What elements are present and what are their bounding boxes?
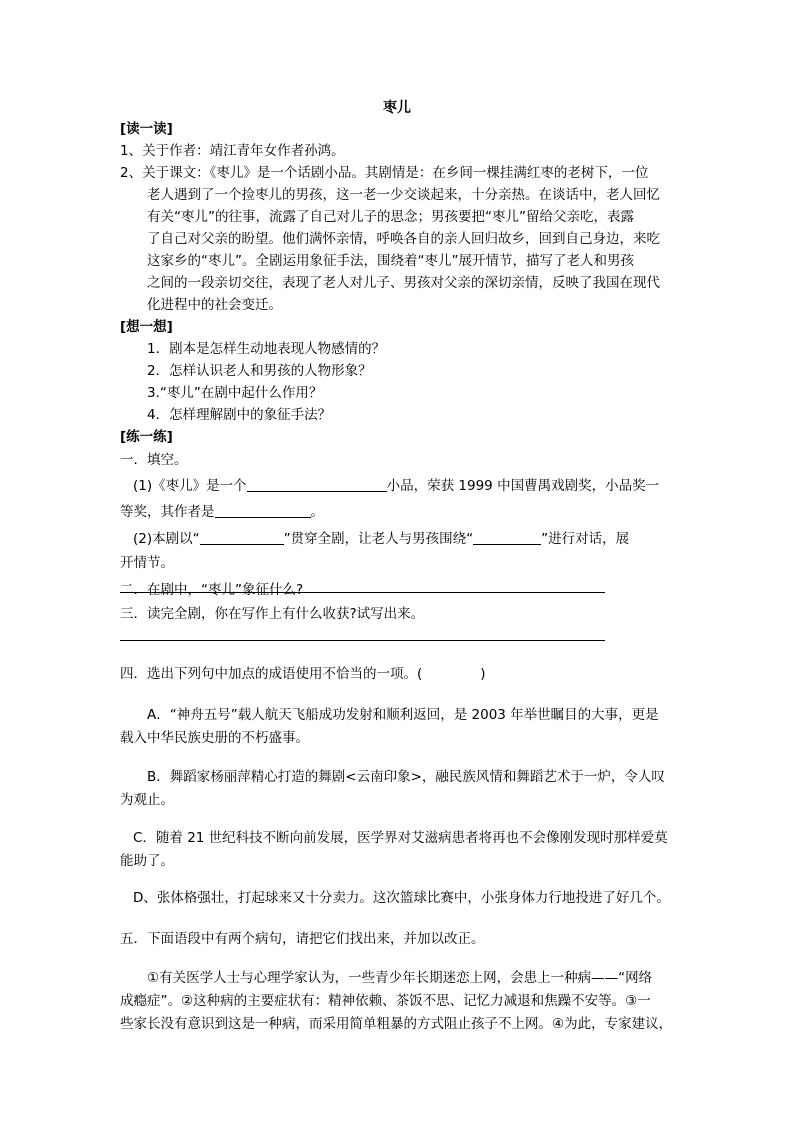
think-question: 2．怎样认识老人和男孩的人物形象？ [147,363,372,379]
fill-blank-text: 小品，荣获 1999 中国曹禺戏剧奖，小品奖一 [386,478,660,494]
read-item-2-line: 了自己对父亲的盼望。他们满怀亲情，呼唤各自的亲人回归故乡，回到自己身边，来吃 [147,231,660,247]
option-d: D、张体格强壮，打起球来又十分卖力。这次篮球比赛中，小张身体力行地投进了好几个。 [133,890,670,906]
read-item-2-line: 之间的一段亲切交往，表现了老人对儿子、男孩对父亲的深切亲情，反映了我国在现代 [147,275,660,291]
fill-blank-text: (2)本剧以“ [133,531,200,547]
question-4-text: 四．选出下列句中加点的成语使用不恰当的一项。( [120,666,423,682]
question-5-label: 五．下面语段中有两个病句，请把它们找出来，并加以改正。 [120,931,485,947]
fill-blank-sentence-2 [133,530,629,548]
section-heading-think: [想一想] [120,319,173,335]
fill-blank-text: 。 [310,504,324,520]
question-4-paren-close: ) [480,666,486,682]
fill-blank-text: ”进行对话，展 [541,531,630,547]
fill-blank-sentence-1 [133,477,659,495]
question-4-label [120,665,486,683]
fill-blank-sentence-2-cont: 开情节。 [120,555,174,571]
read-item-2-line: 2、关于课文：《枣儿》是一个话剧小品。其剧情是：在乡间一棵挂满红枣的老树下，一位 [120,165,649,181]
think-question: 1．剧本是怎样生动地表现人物感情的？ [147,341,386,357]
option-a-cont: 载入中华民族史册的不朽盛事。 [120,730,309,746]
fill-blank-text: (1)《枣儿》是一个 [133,478,247,494]
read-item-2-line: 老人遇到了一个捡枣儿的男孩，这一老一少交谈起来，十分亲热。在谈话中，老人回忆 [147,187,660,203]
answer-line[interactable] [120,592,605,593]
fill-blank-line[interactable] [247,477,387,492]
option-b: B．舞蹈家杨丽萍精心打造的舞剧<云南印象>，融民族风情和舞蹈艺术于一炉，令人叹 [147,769,665,785]
fill-blank-line[interactable] [473,530,541,545]
option-a: A．“神舟五号”载人航天飞船成功发射和顺利返回，是 2003 年举世瞩目的大事，更是 [147,707,659,723]
section-heading-practice: [练一练] [120,429,173,445]
page-title: 枣儿 [383,100,411,116]
question-2-label: 二．在剧中，“枣儿”象征什么? [120,582,304,598]
fill-blank-text: ”贯穿全剧，让老人与男孩围绕“ [283,531,474,547]
read-item-2-line: 这家乡的“枣儿”。全剧运用象征手法，围绕着“枣儿”展开情节，描写了老人和男孩 [147,253,634,269]
fill-blank-sentence-1-cont [120,503,324,521]
passage-line: 些家长没有意识到这是一种病，而采用简单粗暴的方式阻止孩子不上网。④为此，专家建议， [120,1016,673,1032]
fill-blank-text: 等奖，其作者是 [120,504,215,520]
option-c-cont: 能助了。 [120,853,174,869]
passage-line: 成瘾症”。②这种病的主要症状有：精神依赖、茶饭不思、记忆力减退和焦躁不安等。③一 [120,993,651,1009]
option-c: C．随着 21 世纪科技不断向前发展，医学界对艾滋病患者将再也不会像刚发现时那样爱莫 [133,830,668,846]
fill-blank-line[interactable] [215,503,311,518]
passage-line: ①有关医学人士与心理学家认为，一些青少年长期迷恋上网，会患上一种病——“网络 [147,970,653,986]
question-3-label: 三．读完全剧，你在写作上有什么收获?试写出来。 [120,606,425,622]
think-question: 4．怎样理解剧中的象征手法？ [147,407,332,423]
option-b-cont: 为观止。 [120,792,174,808]
question-1-label: 一．填空。 [120,452,188,468]
think-question: 3.“枣儿”在剧中起什么作用？ [147,385,323,401]
read-item-2-line: 有关“枣儿”的往事，流露了自己对儿子的思念；男孩要把“枣儿”留给父亲吃，表露 [147,209,634,225]
answer-line[interactable] [120,640,605,641]
read-item-1: 1、关于作者：靖江青年女作者孙鸿。 [120,143,345,159]
section-heading-read: [读一读] [120,121,173,137]
fill-blank-line[interactable] [200,530,284,545]
read-item-2-line: 化进程中的社会变迁。 [147,297,282,313]
